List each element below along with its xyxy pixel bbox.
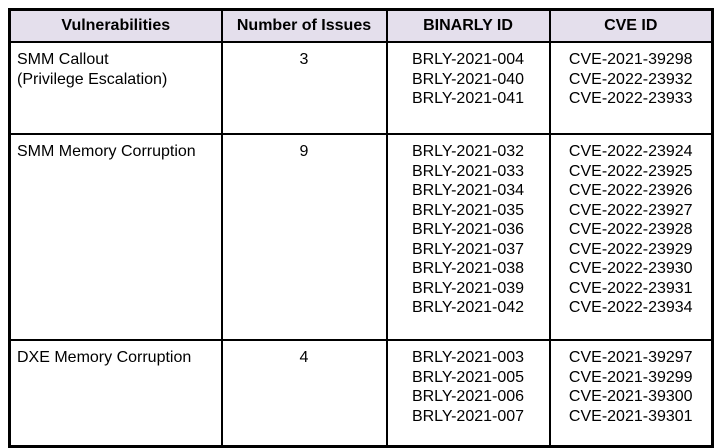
cell-line: SMM Callout <box>17 51 109 68</box>
cell-line: (Privilege Escalation) <box>17 70 168 88</box>
vulnerability-cell <box>10 340 222 447</box>
cve-id-cell <box>550 134 713 340</box>
cell-line: BRLY-2021-039 <box>411 279 525 297</box>
cell-line: BRLY-2021-005 <box>411 368 525 386</box>
vulnerability-cell <box>10 134 222 340</box>
cell-line: CVE-2022-23927 <box>568 201 693 219</box>
cell-line: CVE-2021-39300 <box>568 388 693 405</box>
cell-line: BRLY-2021-041 <box>411 90 525 107</box>
table-row-dxe-memory-corruption <box>10 340 713 447</box>
cell-line: CVE-2021-39297 <box>568 349 693 366</box>
col-header-binarly-id: BINARLY ID <box>387 10 550 43</box>
cell-line: CVE-2022-23929 <box>568 240 693 258</box>
cell-line: CVE-2022-23926 <box>568 182 693 199</box>
cell-line: BRLY-2021-007 <box>411 407 525 425</box>
cell-line: CVE-2021-39299 <box>568 368 693 386</box>
cell-line: BRLY-2021-042 <box>411 299 525 316</box>
col-header-vulnerabilities: Vulnerabilities <box>10 10 222 43</box>
cell-line: BRLY-2021-038 <box>411 260 525 277</box>
cell-line: CVE-2022-23925 <box>568 162 693 180</box>
cve-id-cell <box>550 340 713 447</box>
cell-line: CVE-2022-23928 <box>568 221 693 238</box>
cell-line: BRLY-2021-035 <box>411 201 525 219</box>
cell-line: CVE-2022-23933 <box>568 90 693 107</box>
cell-line: DXE Memory Corruption <box>17 349 192 366</box>
cell-line: BRLY-2021-034 <box>411 182 525 199</box>
col-header-cve-id: CVE ID <box>550 10 713 43</box>
cell-line: CVE-2021-39301 <box>568 407 693 425</box>
cell-line: SMM Memory Corruption <box>17 143 196 160</box>
table-row-smm-callout <box>10 42 713 134</box>
header-row <box>10 10 713 43</box>
cell-line: CVE-2021-39298 <box>568 51 693 68</box>
table-row-smm-memory-corruption <box>10 134 713 340</box>
cell-line: CVE-2022-23930 <box>568 260 693 277</box>
issue-count-cell: 3 <box>222 42 387 134</box>
issue-count-cell: 9 <box>222 134 387 340</box>
binarly-id-cell <box>387 134 550 340</box>
cell-line: CVE-2022-23931 <box>568 279 693 297</box>
cell-line: BRLY-2021-037 <box>411 240 525 258</box>
cell-line: BRLY-2021-004 <box>411 51 525 68</box>
cell-line: BRLY-2021-006 <box>411 388 525 405</box>
binarly-id-cell <box>387 42 550 134</box>
col-header-number-of-issues: Number of Issues <box>222 10 387 43</box>
binarly-id-cell <box>387 340 550 447</box>
cell-line: BRLY-2021-036 <box>411 221 525 238</box>
cve-id-cell <box>550 42 713 134</box>
cell-line: CVE-2022-23924 <box>568 143 693 160</box>
cell-line: CVE-2022-23932 <box>568 70 693 88</box>
cell-line: BRLY-2021-033 <box>411 162 525 180</box>
vulnerabilities-table <box>8 8 714 448</box>
cell-line: BRLY-2021-003 <box>411 349 525 366</box>
cell-line: CVE-2022-23934 <box>568 299 693 316</box>
cell-line: BRLY-2021-040 <box>411 70 525 88</box>
cell-line: BRLY-2021-032 <box>411 143 525 160</box>
issue-count-cell: 4 <box>222 340 387 447</box>
vulnerability-cell <box>10 42 222 134</box>
